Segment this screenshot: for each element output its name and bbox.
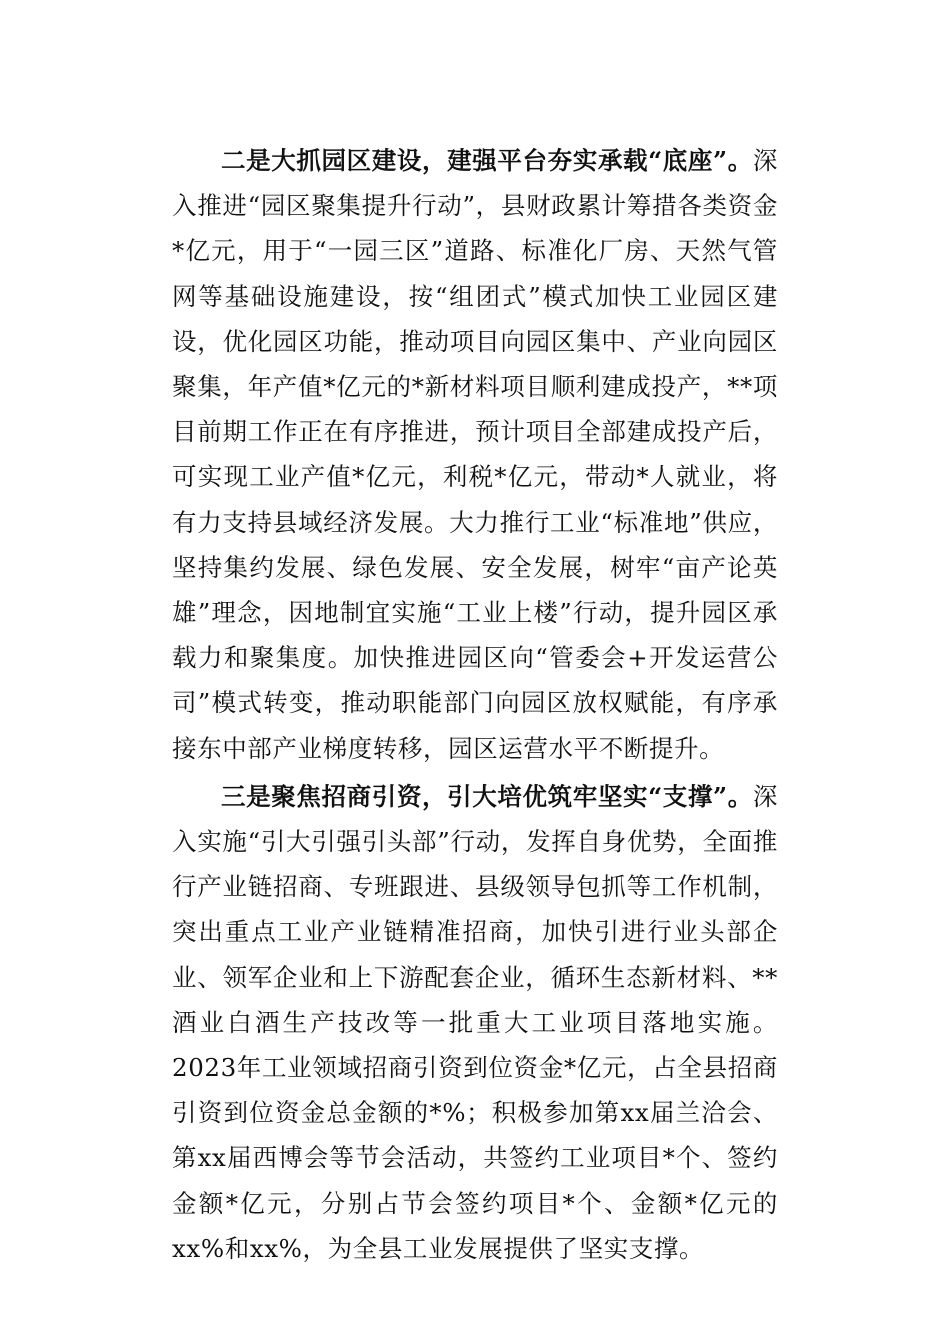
paragraph-lead-heading: 三是聚焦招商引资，引大培优筑牢坚实“支撑”。	[221, 781, 753, 811]
paragraph-lead-heading: 二是大抓园区建设，建强平台夯实承载“底座”。	[221, 146, 753, 175]
paragraph-park-construction	[172, 138, 778, 771]
paragraph-investment-attraction	[172, 774, 778, 1271]
paragraph-body-text: 深入实施“引大引强引头部”行动，发挥自身优势，全面推行产业链招商、专班跟进、县级领导包抓等工作机制，突出重点工业产业链精准招商，加快引进行业头部企业、领军企业和上下游配套企业，循环生态新材料、**酒业白酒生产技改等一批重大工业项目落地实施。2023年工业领域招商引资到位资金*亿元，占全县招商引资到位资金总金额的*%；积极参加第xx届兰洽会、第xx届西博会等节会活动，共签约工业项目*个、签约金额*亿元，分别占节会签约项目*个、金额*亿元的xx%和xx%，为全县工业发展提供了坚实支撑。	[172, 781, 778, 1263]
paragraph-body-text: 深入推进“园区聚集提升行动”，县财政累计筹措各类资金*亿元，用于“一园三区”道路、标准化厂房、天然气管网等基础设施建设，按“组团式”模式加快工业园区建设，优化园区功能，推动项目向园区集中、产业向园区聚集，年产值*亿元的*新材料项目顺利建成投产，**项目前期工作正在有序推进，预计项目全部建成投产后，可实现工业产值*亿元，利税*亿元，带动*人就业，将有力支持县域经济发展。大力推行工业“标准地”供应，坚持集约发展、绿色发展、安全发展，树牢“亩产论英雄”理念，因地制宜实施“工业上楼”行动，提升园区承载力和聚集度。加快推进园区向“管委会+开发运营公司”模式转变，推动职能部门向园区放权赋能，有序承接东中部产业梯度转移，园区运营水平不断提升。	[172, 146, 778, 763]
document-body	[172, 138, 778, 1271]
